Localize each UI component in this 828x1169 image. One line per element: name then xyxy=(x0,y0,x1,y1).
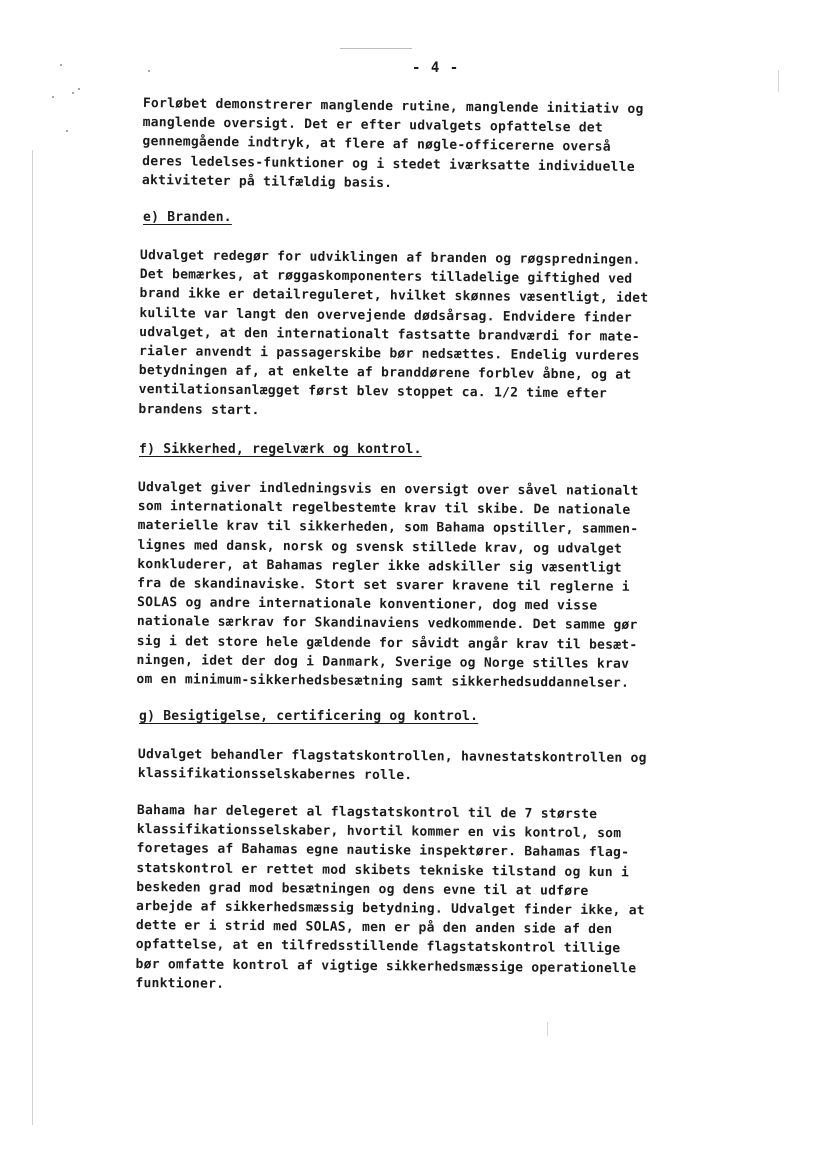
text-line: arbejde af sikkerhedsmæssig betydning. Udvalget finder ikke, at xyxy=(136,899,645,919)
section-f-paragraph xyxy=(136,478,638,693)
text-line: konkluderer, at Bahamas regler ikke adskiller sig væsentligt xyxy=(137,556,622,576)
text-line: Det bemærkes, at røggaskomponenters tilladelige giftighed ved xyxy=(139,267,633,287)
text-line: som internationalt regelbestemte krav til skibe. De nationale xyxy=(137,499,631,519)
scan-speck xyxy=(148,70,150,72)
text-line: opfattelse, at en tilfredsstillende flagstatskontrol tillige xyxy=(135,937,621,957)
text-line: udvalget, at den internationalt fastsatte brandværdi for mate- xyxy=(139,324,640,345)
page-number: - 4 - xyxy=(412,60,460,76)
section-g-paragraph-2 xyxy=(135,801,646,997)
text-line: fra de skandinaviske. Stort set svarer kravene til reglerne i xyxy=(137,576,630,595)
text-line: funktioner. xyxy=(135,975,225,992)
scan-right-mark xyxy=(778,70,779,92)
text-line: kulilte var langt den overvejende dødsårsag. Endvidere finder xyxy=(139,305,633,326)
section-heading-besigtigelse: g) Besigtigelse, certificering og kontrol. xyxy=(139,709,479,724)
text-line: foretages af Bahamas egne nautiske inspektører. Bahamas flag- xyxy=(136,841,630,861)
text-line: manglende oversigt. Det er efter udvalgets opfattelse det xyxy=(142,115,604,136)
text-line: Udvalget redegør for udviklingen af branden og røgspredningen. xyxy=(139,247,641,268)
scan-mid-mark xyxy=(547,1022,548,1036)
scan-speck xyxy=(60,64,62,66)
scan-top-rule xyxy=(340,48,412,49)
intro-paragraph xyxy=(142,94,644,196)
text-line: betydningen af, at enkelte af branddørene forblev åbne, og at xyxy=(138,363,632,383)
text-line: beskeden grad mod besætningen og dens evne til at udføre xyxy=(136,879,589,899)
scan-speck xyxy=(72,92,74,94)
scan-speck xyxy=(66,130,68,132)
text-line: ningen, idet der dog i Danmark, Sverige og Norge stilles krav xyxy=(136,652,630,672)
text-line: Udvalget behandler flagstatskontrollen, havnestatskontrollen og xyxy=(137,746,647,766)
text-line: Bahama har delegeret al flagstatskontrol til de 7 største xyxy=(136,802,598,823)
scan-speck xyxy=(78,88,80,90)
scan-left-margin-line xyxy=(32,150,33,1125)
text-line: dette er i strid med SOLAS, men er på den anden side af den xyxy=(135,918,613,938)
scan-speck xyxy=(52,96,54,98)
text-line: nationale særkrav for Skandinaviens vedkommende. Det samme gør xyxy=(136,614,638,634)
text-line: bør omfatte kontrol af vigtige sikkerhedsmæssige operationelle xyxy=(135,956,637,976)
text-line: SOLAS og andre internationale konventioner, dog med visse xyxy=(136,595,598,614)
text-line: Udvalget giver indledningsvis en oversigt over såvel nationalt xyxy=(137,479,639,499)
section-heading-sikkerhed: f) Sikkerhed, regelværk og kontrol. xyxy=(139,442,422,457)
text-line: brandens start. xyxy=(138,401,260,418)
text-line: rialer anvendt i passagerskibe bør nedsættes. Endelig vurderes xyxy=(138,344,640,364)
text-line: klassifikationsselskaber, hvortil kommer en vis kontrol, som xyxy=(136,822,622,842)
text-line: deres ledelses-funktioner og i stedet iværksatte individuelle xyxy=(142,153,635,175)
section-e-paragraph xyxy=(138,246,648,424)
text-line: klassifikationsselskabernes rolle. xyxy=(137,766,413,784)
text-line: sig i det store hele gældende for såvidt angår krav til besæt- xyxy=(136,633,638,653)
text-line: materielle krav til sikkerheden, som Bahama opstiller, sammen- xyxy=(137,518,639,538)
section-heading-branden: e) Branden. xyxy=(143,210,232,225)
text-line: gennemgående indtryk, at flere af nøgle-officererne overså xyxy=(142,134,611,156)
text-line: lignes med dansk, norsk og svensk stillede krav, og udvalget xyxy=(137,537,623,557)
text-line: ventilationsanlægget først blev stoppet ca. 1/2 time efter xyxy=(138,382,608,402)
text-line: aktiviteter på tilfældig basis. xyxy=(141,172,393,191)
text-line: brand ikke er detailreguleret, hvilket skønnes væsentligt, idet xyxy=(139,286,649,307)
text-line: statskontrol er rettet mod skibets tekniske tilstand og kun i xyxy=(136,860,630,880)
text-line: om en minimum-sikkerhedsbesætning samt sikkerhedsuddannelser. xyxy=(136,672,630,691)
section-g-paragraph-1 xyxy=(138,745,647,787)
text-line: Forløbet demonstrerer manglende rutine, manglende initiativ og xyxy=(142,95,644,118)
